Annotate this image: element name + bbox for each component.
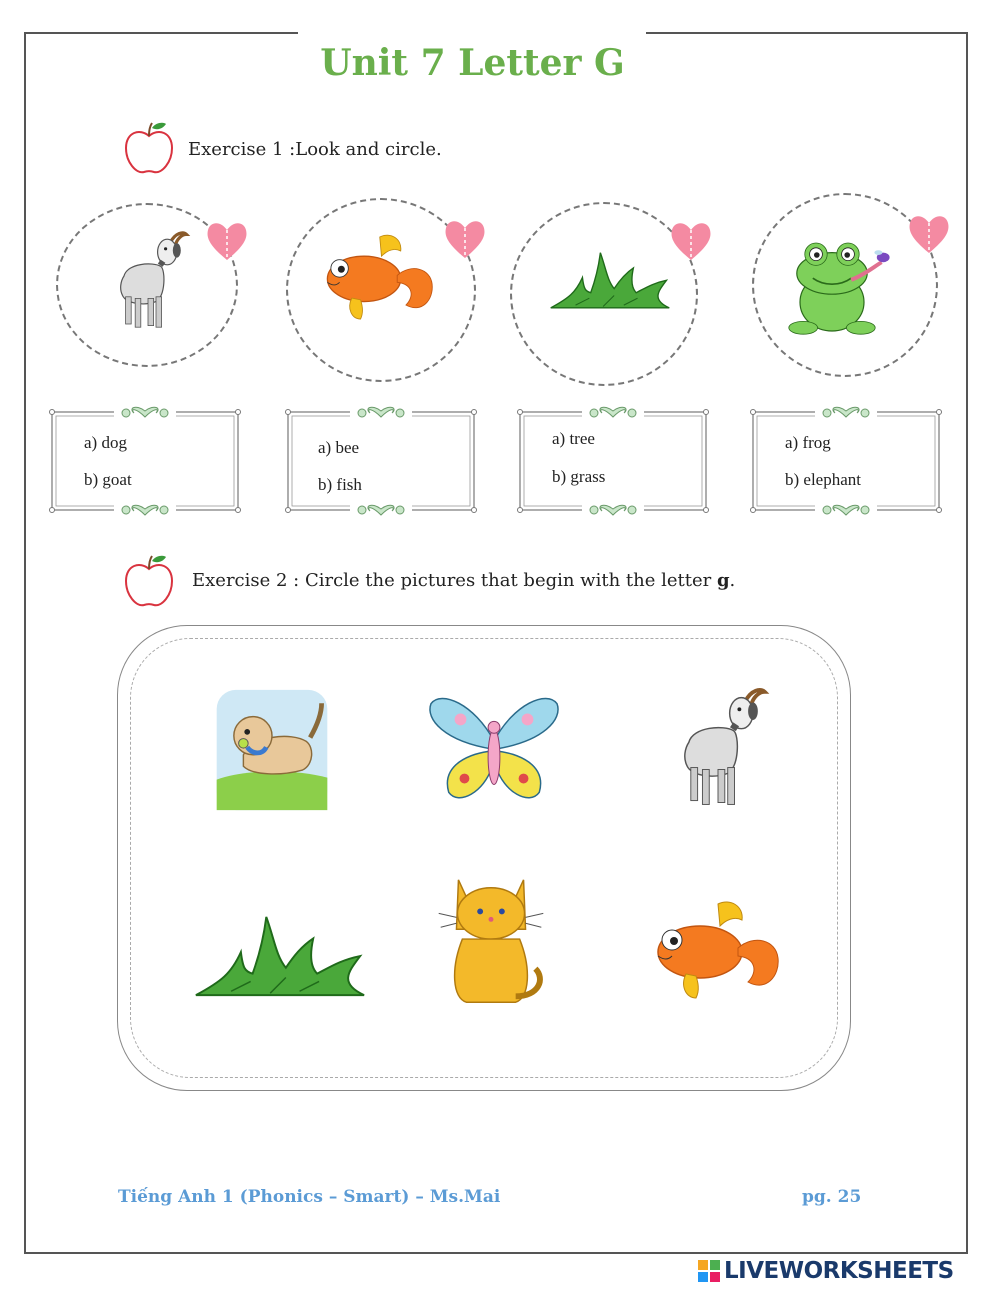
- apple-icon: [122, 553, 176, 609]
- page-title: Unit 7 Letter G: [320, 42, 625, 84]
- footer-course: Tiếng Anh 1 (Phonics – Smart) – Ms.Mai: [118, 1187, 501, 1207]
- option-b[interactable]: b) elephant: [785, 470, 861, 489]
- option-card-1: [48, 406, 242, 516]
- grass-image: [534, 250, 686, 312]
- footer-page-number: pg. 25: [802, 1187, 862, 1207]
- exercise2-text: Exercise 2 : Circle the pictures that begin with the letter: [192, 570, 717, 591]
- option-b[interactable]: b) grass: [552, 467, 606, 486]
- exercise1-label: Exercise 1 :Look and circle.: [188, 139, 442, 160]
- fish-image: [316, 230, 440, 326]
- option-card-4: [749, 406, 943, 516]
- option-card-2: [284, 406, 478, 516]
- cat-image[interactable]: [436, 870, 546, 1018]
- exercise2-letter: g: [716, 570, 730, 591]
- goat-image-2[interactable]: [660, 684, 776, 820]
- card-frame-ornament: [749, 406, 943, 516]
- apple-icon: [122, 120, 176, 176]
- goat-image: [100, 228, 196, 340]
- card-frame-ornament: [48, 406, 242, 516]
- option-a[interactable]: a) dog: [84, 433, 127, 452]
- heart-icon: [204, 218, 250, 264]
- grass-image-2[interactable]: [192, 908, 368, 1006]
- option-a[interactable]: a) bee: [318, 438, 360, 457]
- exercise2-label: [192, 570, 735, 591]
- liveworksheets-icon: [698, 1260, 720, 1282]
- brand-name: LIVEWORKSHEETS: [724, 1258, 954, 1284]
- option-a[interactable]: a) frog: [785, 433, 831, 452]
- option-card-3: [516, 406, 710, 516]
- dog-image[interactable]: [212, 688, 332, 812]
- option-a[interactable]: a) tree: [552, 429, 595, 448]
- liveworksheets-logo[interactable]: [698, 1258, 954, 1284]
- title-gap: [298, 28, 646, 36]
- option-b[interactable]: b) goat: [84, 470, 132, 489]
- heart-icon: [906, 211, 952, 257]
- heart-icon: [442, 216, 488, 262]
- option-b[interactable]: b) fish: [318, 475, 362, 494]
- frog-image: [784, 228, 896, 346]
- card-frame-ornament: [284, 406, 478, 516]
- butterfly-image[interactable]: [424, 684, 564, 812]
- card-frame-ornament: [516, 406, 710, 516]
- exercise2-end: .: [729, 570, 736, 591]
- fish-image-2[interactable]: [646, 896, 786, 1006]
